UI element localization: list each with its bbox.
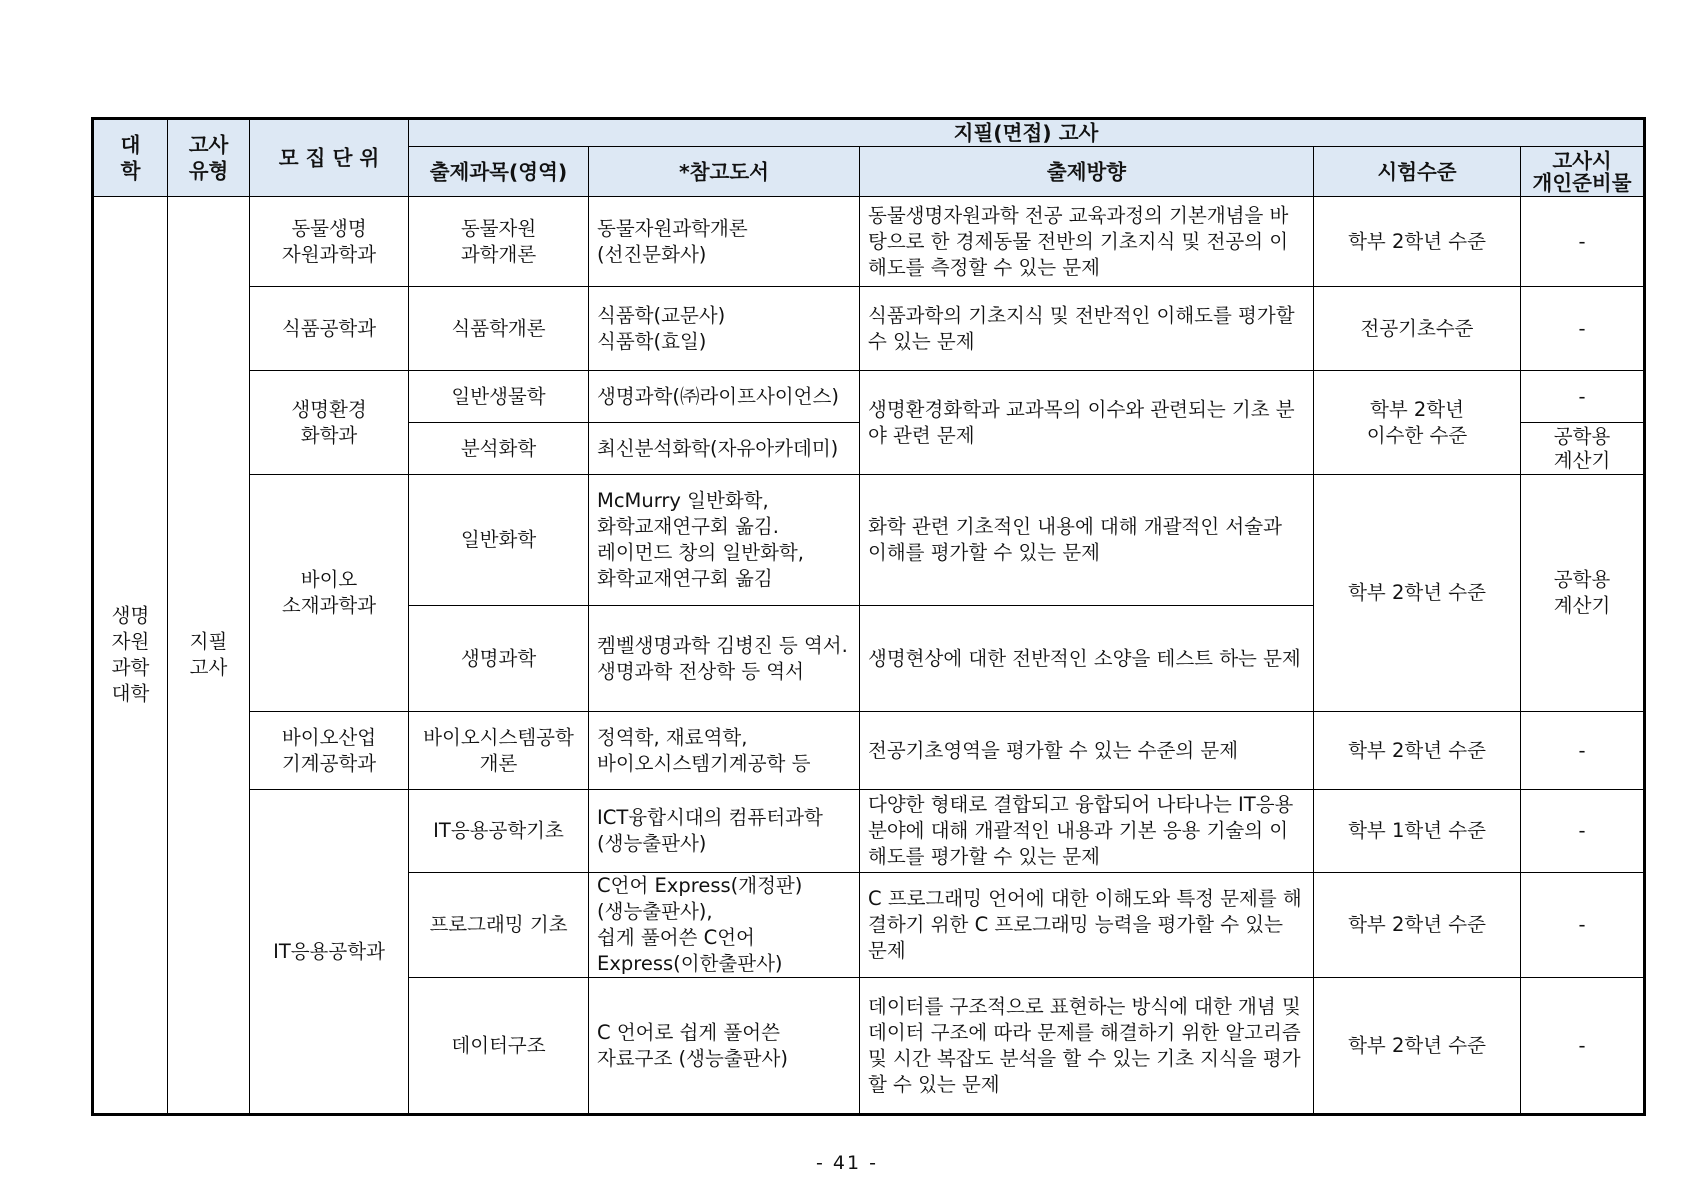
dept-cell: 바이오 소재과학과 [250, 475, 409, 712]
direction-cell: 식품과학의 기초지식 및 전반적인 이해도를 평가할 수 있는 문제 [860, 287, 1314, 371]
table-row [93, 790, 1645, 873]
subject-cell: 바이오시스템공학 개론 [409, 712, 589, 790]
direction-cell: 생명현상에 대한 전반적인 소양을 테스트 하는 문제 [860, 606, 1314, 712]
college-cell: 생명 자원 과학 대학 [93, 197, 168, 1115]
materials-cell: 공학용 계산기 [1521, 475, 1645, 712]
materials-cell: - [1521, 712, 1645, 790]
table-row [93, 287, 1645, 371]
reference-cell: McMurry 일반화학, 화학교재연구회 옮김. 레이먼드 창의 일반화학, 화학교재연구회 옮김 [589, 475, 860, 606]
materials-cell: 공학용 계산기 [1521, 423, 1645, 475]
direction-cell: 화학 관련 기초적인 내용에 대해 개괄적인 서술과 이해를 평가할 수 있는 문제 [860, 475, 1314, 606]
reference-cell: C언어 Express(개정판) (생능출판사), 쉽게 풀어쓴 C언어 Express(이한출판사) [589, 873, 860, 978]
subject-cell: 동물자원 과학개론 [409, 197, 589, 287]
reference-cell: 켐벨생명과학 김병진 등 역서. 생명과학 전상학 등 역서 [589, 606, 860, 712]
dept-cell: 식품공학과 [250, 287, 409, 371]
level-cell: 학부 2학년 수준 [1314, 475, 1521, 712]
reference-cell: 식품학(교문사) 식품학(효일) [589, 287, 860, 371]
header-written-exam: 지필(면접) 고사 [409, 119, 1645, 147]
header-reference: *참고도서 [589, 147, 860, 197]
level-cell: 학부 2학년 수준 [1314, 978, 1521, 1115]
table-row [93, 371, 1645, 423]
dept-cell: 생명환경 화학과 [250, 371, 409, 475]
table-row [93, 197, 1645, 287]
header-college: 대 학 [93, 119, 168, 197]
materials-cell: - [1521, 371, 1645, 423]
materials-cell: - [1521, 790, 1645, 873]
table-row [93, 475, 1645, 606]
direction-cell: 생명환경화학과 교과목의 이수와 관련되는 기초 분야 관련 문제 [860, 371, 1314, 475]
header-materials: 고사시 개인준비물 [1521, 147, 1645, 197]
reference-cell: 동물자원과학개론 (선진문화사) [589, 197, 860, 287]
level-cell: 학부 2학년 이수한 수준 [1314, 371, 1521, 475]
direction-cell: 데이터를 구조적으로 표현하는 방식에 대한 개념 및 데이터 구조에 따라 문제를 해결하기 위한 알고리즘 및 시간 복잡도 분석을 할 수 있는 기초 지식을 평가할 수 있는 문제 [860, 978, 1314, 1115]
level-cell: 학부 2학년 수준 [1314, 712, 1521, 790]
materials-cell: - [1521, 978, 1645, 1115]
level-cell: 전공기초수준 [1314, 287, 1521, 371]
reference-cell: 정역학, 재료역학, 바이오시스템기계공학 등 [589, 712, 860, 790]
subject-cell: 데이터구조 [409, 978, 589, 1115]
subject-cell: 생명과학 [409, 606, 589, 712]
subject-cell: 식품학개론 [409, 287, 589, 371]
header-level: 시험수준 [1314, 147, 1521, 197]
exam-info-table [91, 117, 1646, 1116]
level-cell: 학부 1학년 수준 [1314, 790, 1521, 873]
subject-cell: IT응용공학기초 [409, 790, 589, 873]
materials-cell: - [1521, 873, 1645, 978]
materials-cell: - [1521, 197, 1645, 287]
direction-cell: 전공기초영역을 평가할 수 있는 수준의 문제 [860, 712, 1314, 790]
dept-cell: 바이오산업 기계공학과 [250, 712, 409, 790]
materials-cell: - [1521, 287, 1645, 371]
header-exam-type: 고사 유형 [168, 119, 250, 197]
subject-cell: 일반화학 [409, 475, 589, 606]
direction-cell: 동물생명자원과학 전공 교육과정의 기본개념을 바탕으로 한 경제동물 전반의 기초지식 및 전공의 이해도를 측정할 수 있는 문제 [860, 197, 1314, 287]
subject-cell: 분석화학 [409, 423, 589, 475]
subject-cell: 프로그래밍 기초 [409, 873, 589, 978]
reference-cell: ICT융합시대의 컴퓨터과학 (생능출판사) [589, 790, 860, 873]
reference-cell: 생명과학(㈜라이프사이언스) [589, 371, 860, 423]
exam-type-cell: 지필 고사 [168, 197, 250, 1115]
level-cell: 학부 2학년 수준 [1314, 873, 1521, 978]
reference-cell: 최신분석화학(자유아카데미) [589, 423, 860, 475]
level-cell: 학부 2학년 수준 [1314, 197, 1521, 287]
dept-cell: 동물생명 자원과학과 [250, 197, 409, 287]
subject-cell: 일반생물학 [409, 371, 589, 423]
direction-cell: 다양한 형태로 결합되고 융합되어 나타나는 IT응용분야에 대해 개괄적인 내용과 기본 응용 기술의 이해도를 평가할 수 있는 문제 [860, 790, 1314, 873]
direction-cell: C 프로그래밍 언어에 대한 이해도와 특정 문제를 해결하기 위한 C 프로그래밍 능력을 평가할 수 있는 문제 [860, 873, 1314, 978]
page-number: - 41 - [816, 1152, 878, 1174]
dept-cell: IT응용공학과 [250, 790, 409, 1115]
reference-cell: C 언어로 쉽게 풀어쓴 자료구조 (생능출판사) [589, 978, 860, 1115]
header-direction: 출제방향 [860, 147, 1314, 197]
header-recruit-unit: 모 집 단 위 [250, 119, 409, 197]
table-row [93, 712, 1645, 790]
header-subject: 출제과목(영역) [409, 147, 589, 197]
